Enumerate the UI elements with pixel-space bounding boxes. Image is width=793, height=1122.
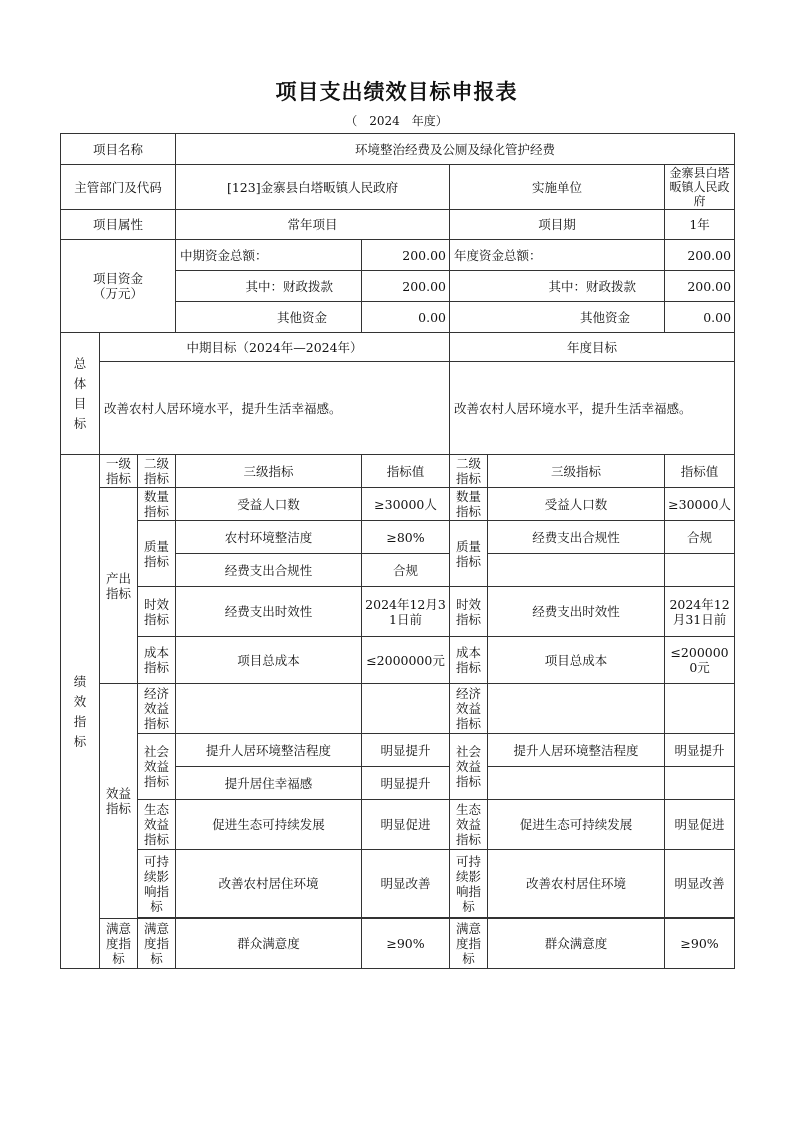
year-sat-value: ≥90% — [665, 919, 735, 969]
h-value: 指标值 — [362, 455, 450, 488]
mid-sat-name: 群众满意度 — [176, 919, 362, 969]
project-name-value: 环境整治经费及公厕及绿化管护经费 — [176, 134, 735, 165]
quantity-row — [61, 488, 735, 521]
mid-time-name: 经费支出时效性 — [176, 587, 362, 637]
h-value-year: 指标值 — [665, 455, 735, 488]
mid-qty-value: ≥30000人 — [362, 488, 450, 521]
ecological-row — [61, 800, 735, 850]
year-qual-value: 合规 — [665, 521, 735, 554]
year-other-label: 其他资金 — [450, 302, 665, 333]
mid-other-value: 0.00 — [362, 302, 450, 333]
mid-qual1-name: 农村环境整洁度 — [176, 521, 362, 554]
mid-sat-value: ≥90% — [362, 919, 450, 969]
mid-sus-value: 明显改善 — [362, 850, 450, 918]
year-econ-value — [665, 684, 735, 734]
project-name-row — [61, 134, 735, 165]
economic-row — [61, 684, 735, 734]
year-cost-value: ≤2000000元 — [665, 637, 735, 684]
year-social-value: 明显提升 — [665, 734, 735, 767]
perf-header-row — [61, 455, 735, 488]
satisfaction-label: 满意度指标 — [100, 919, 138, 969]
year-social-empty-value — [665, 767, 735, 800]
mid-eco-value: 明显促进 — [362, 800, 450, 850]
year-social-empty-name — [488, 767, 665, 800]
funds-label: 项目资金（万元） — [61, 240, 176, 333]
goals-year-header: 年度目标 — [450, 333, 735, 362]
mid-cost-name: 项目总成本 — [176, 637, 362, 684]
mid-econ-name — [176, 684, 362, 734]
mid-social2-value: 明显提升 — [362, 767, 450, 800]
timeliness-label-year: 时效指标 — [450, 587, 488, 637]
mid-qual2-value: 合规 — [362, 554, 450, 587]
mid-fiscal-value: 200.00 — [362, 271, 450, 302]
quantity-label: 数量指标 — [138, 488, 176, 521]
goals-mid-header: 中期目标（2024年—2024年） — [100, 333, 450, 362]
mid-social2-name: 提升居住幸福感 — [176, 767, 362, 800]
attr-value: 常年项目 — [176, 210, 450, 240]
impl-unit-label: 实施单位 — [450, 165, 665, 210]
mid-social1-value: 明显提升 — [362, 734, 450, 767]
page-title: 项目支出绩效目标申报表 — [275, 80, 518, 104]
h-level2-year: 二级指标 — [450, 455, 488, 488]
mid-qty-name: 受益人口数 — [176, 488, 362, 521]
satisfaction-row — [61, 919, 735, 969]
year-econ-name — [488, 684, 665, 734]
impl-unit-value: 金寨县白塔畈镇人民政府 — [665, 165, 735, 210]
year-qty-value: ≥30000人 — [665, 488, 735, 521]
mid-cost-value: ≤2000000元 — [362, 637, 450, 684]
goals-header-row — [61, 333, 735, 362]
performance-target-table — [60, 133, 735, 969]
economic-label-year: 经济效益指标 — [450, 684, 488, 734]
goals-mid-text: 改善农村人居环境水平，提升生活幸福感。 — [100, 362, 450, 455]
dept-value: [123]金寨县白塔畈镇人民政府 — [176, 165, 450, 210]
mid-social1-name: 提升人居环境整洁程度 — [176, 734, 362, 767]
social-row-1 — [61, 734, 735, 767]
year-time-name: 经费支出时效性 — [488, 587, 665, 637]
quality-label-year: 质量指标 — [450, 521, 488, 587]
year-fiscal-value: 200.00 — [665, 271, 735, 302]
dept-label: 主管部门及代码 — [61, 165, 176, 210]
cost-label-year: 成本指标 — [450, 637, 488, 684]
benefit-label: 效益指标 — [100, 684, 138, 919]
year-sus-name: 改善农村居住环境 — [488, 850, 665, 918]
attr-row — [61, 210, 735, 240]
year-eco-value: 明显促进 — [665, 800, 735, 850]
h-level1: 一级指标 — [100, 455, 138, 488]
timeliness-label: 时效指标 — [138, 587, 176, 637]
mid-qual2-name: 经费支出合规性 — [176, 554, 362, 587]
quality-row-1 — [61, 521, 735, 554]
h-level2: 二级指标 — [138, 455, 176, 488]
quantity-label-year: 数量指标 — [450, 488, 488, 521]
sustainable-row — [61, 850, 735, 918]
year-sus-value: 明显改善 — [665, 850, 735, 918]
satisfaction2-label-year: 满意度指标 — [450, 919, 488, 969]
dept-row — [61, 165, 735, 210]
year-total-value: 200.00 — [665, 240, 735, 271]
cost-label: 成本指标 — [138, 637, 176, 684]
period-label: 项目期 — [450, 210, 665, 240]
mid-econ-value — [362, 684, 450, 734]
ecological-label-year: 生态效益指标 — [450, 800, 488, 850]
social-label: 社会效益指标 — [138, 734, 176, 800]
mid-fiscal-label: 其中：财政拨款 — [176, 271, 362, 302]
sustainable-label-year: 可持续影响指标 — [450, 850, 488, 918]
mid-qual1-value: ≥80% — [362, 521, 450, 554]
goals-text-row — [61, 362, 735, 455]
h-level3-year: 三级指标 — [488, 455, 665, 488]
mid-total-value: 200.00 — [362, 240, 450, 271]
output-label: 产出指标 — [100, 488, 138, 684]
year-fiscal-label: 其中：财政拨款 — [450, 271, 665, 302]
year-time-value: 2024年12月31日前 — [665, 587, 735, 637]
mid-eco-name: 促进生态可持续发展 — [176, 800, 362, 850]
year-qty-name: 受益人口数 — [488, 488, 665, 521]
satisfaction2-label: 满意度指标 — [138, 919, 176, 969]
funds-row-total — [61, 240, 735, 271]
mid-sus-name: 改善农村居住环境 — [176, 850, 362, 918]
economic-label: 经济效益指标 — [138, 684, 176, 734]
year-line: （ 2024 年度） — [345, 114, 448, 128]
h-level3: 三级指标 — [176, 455, 362, 488]
year-qual-empty-name — [488, 554, 665, 587]
mid-other-label: 其他资金 — [176, 302, 362, 333]
goals-label: 总体目标 — [61, 333, 100, 455]
social-label-year: 社会效益指标 — [450, 734, 488, 800]
year-other-value: 0.00 — [665, 302, 735, 333]
attr-label: 项目属性 — [61, 210, 176, 240]
mid-total-label: 中期资金总额： — [176, 240, 362, 271]
mid-time-value: 2024年12月31日前 — [362, 587, 450, 637]
year-eco-name: 促进生态可持续发展 — [488, 800, 665, 850]
ecological-label: 生态效益指标 — [138, 800, 176, 850]
goals-year-text: 改善农村人居环境水平，提升生活幸福感。 — [450, 362, 735, 455]
timeliness-row — [61, 587, 735, 637]
sustainable-label: 可持续影响指标 — [138, 850, 176, 918]
year-social-name: 提升人居环境整洁程度 — [488, 734, 665, 767]
year-qual-name: 经费支出合规性 — [488, 521, 665, 554]
quality-label: 质量指标 — [138, 521, 176, 587]
year-cost-name: 项目总成本 — [488, 637, 665, 684]
year-sat-name: 群众满意度 — [488, 919, 665, 969]
cost-row — [61, 637, 735, 684]
year-qual-empty-value — [665, 554, 735, 587]
year-total-label: 年度资金总额： — [450, 240, 665, 271]
perf-label: 绩效指标 — [61, 455, 100, 969]
project-name-label: 项目名称 — [61, 134, 176, 165]
period-value: 1年 — [665, 210, 735, 240]
